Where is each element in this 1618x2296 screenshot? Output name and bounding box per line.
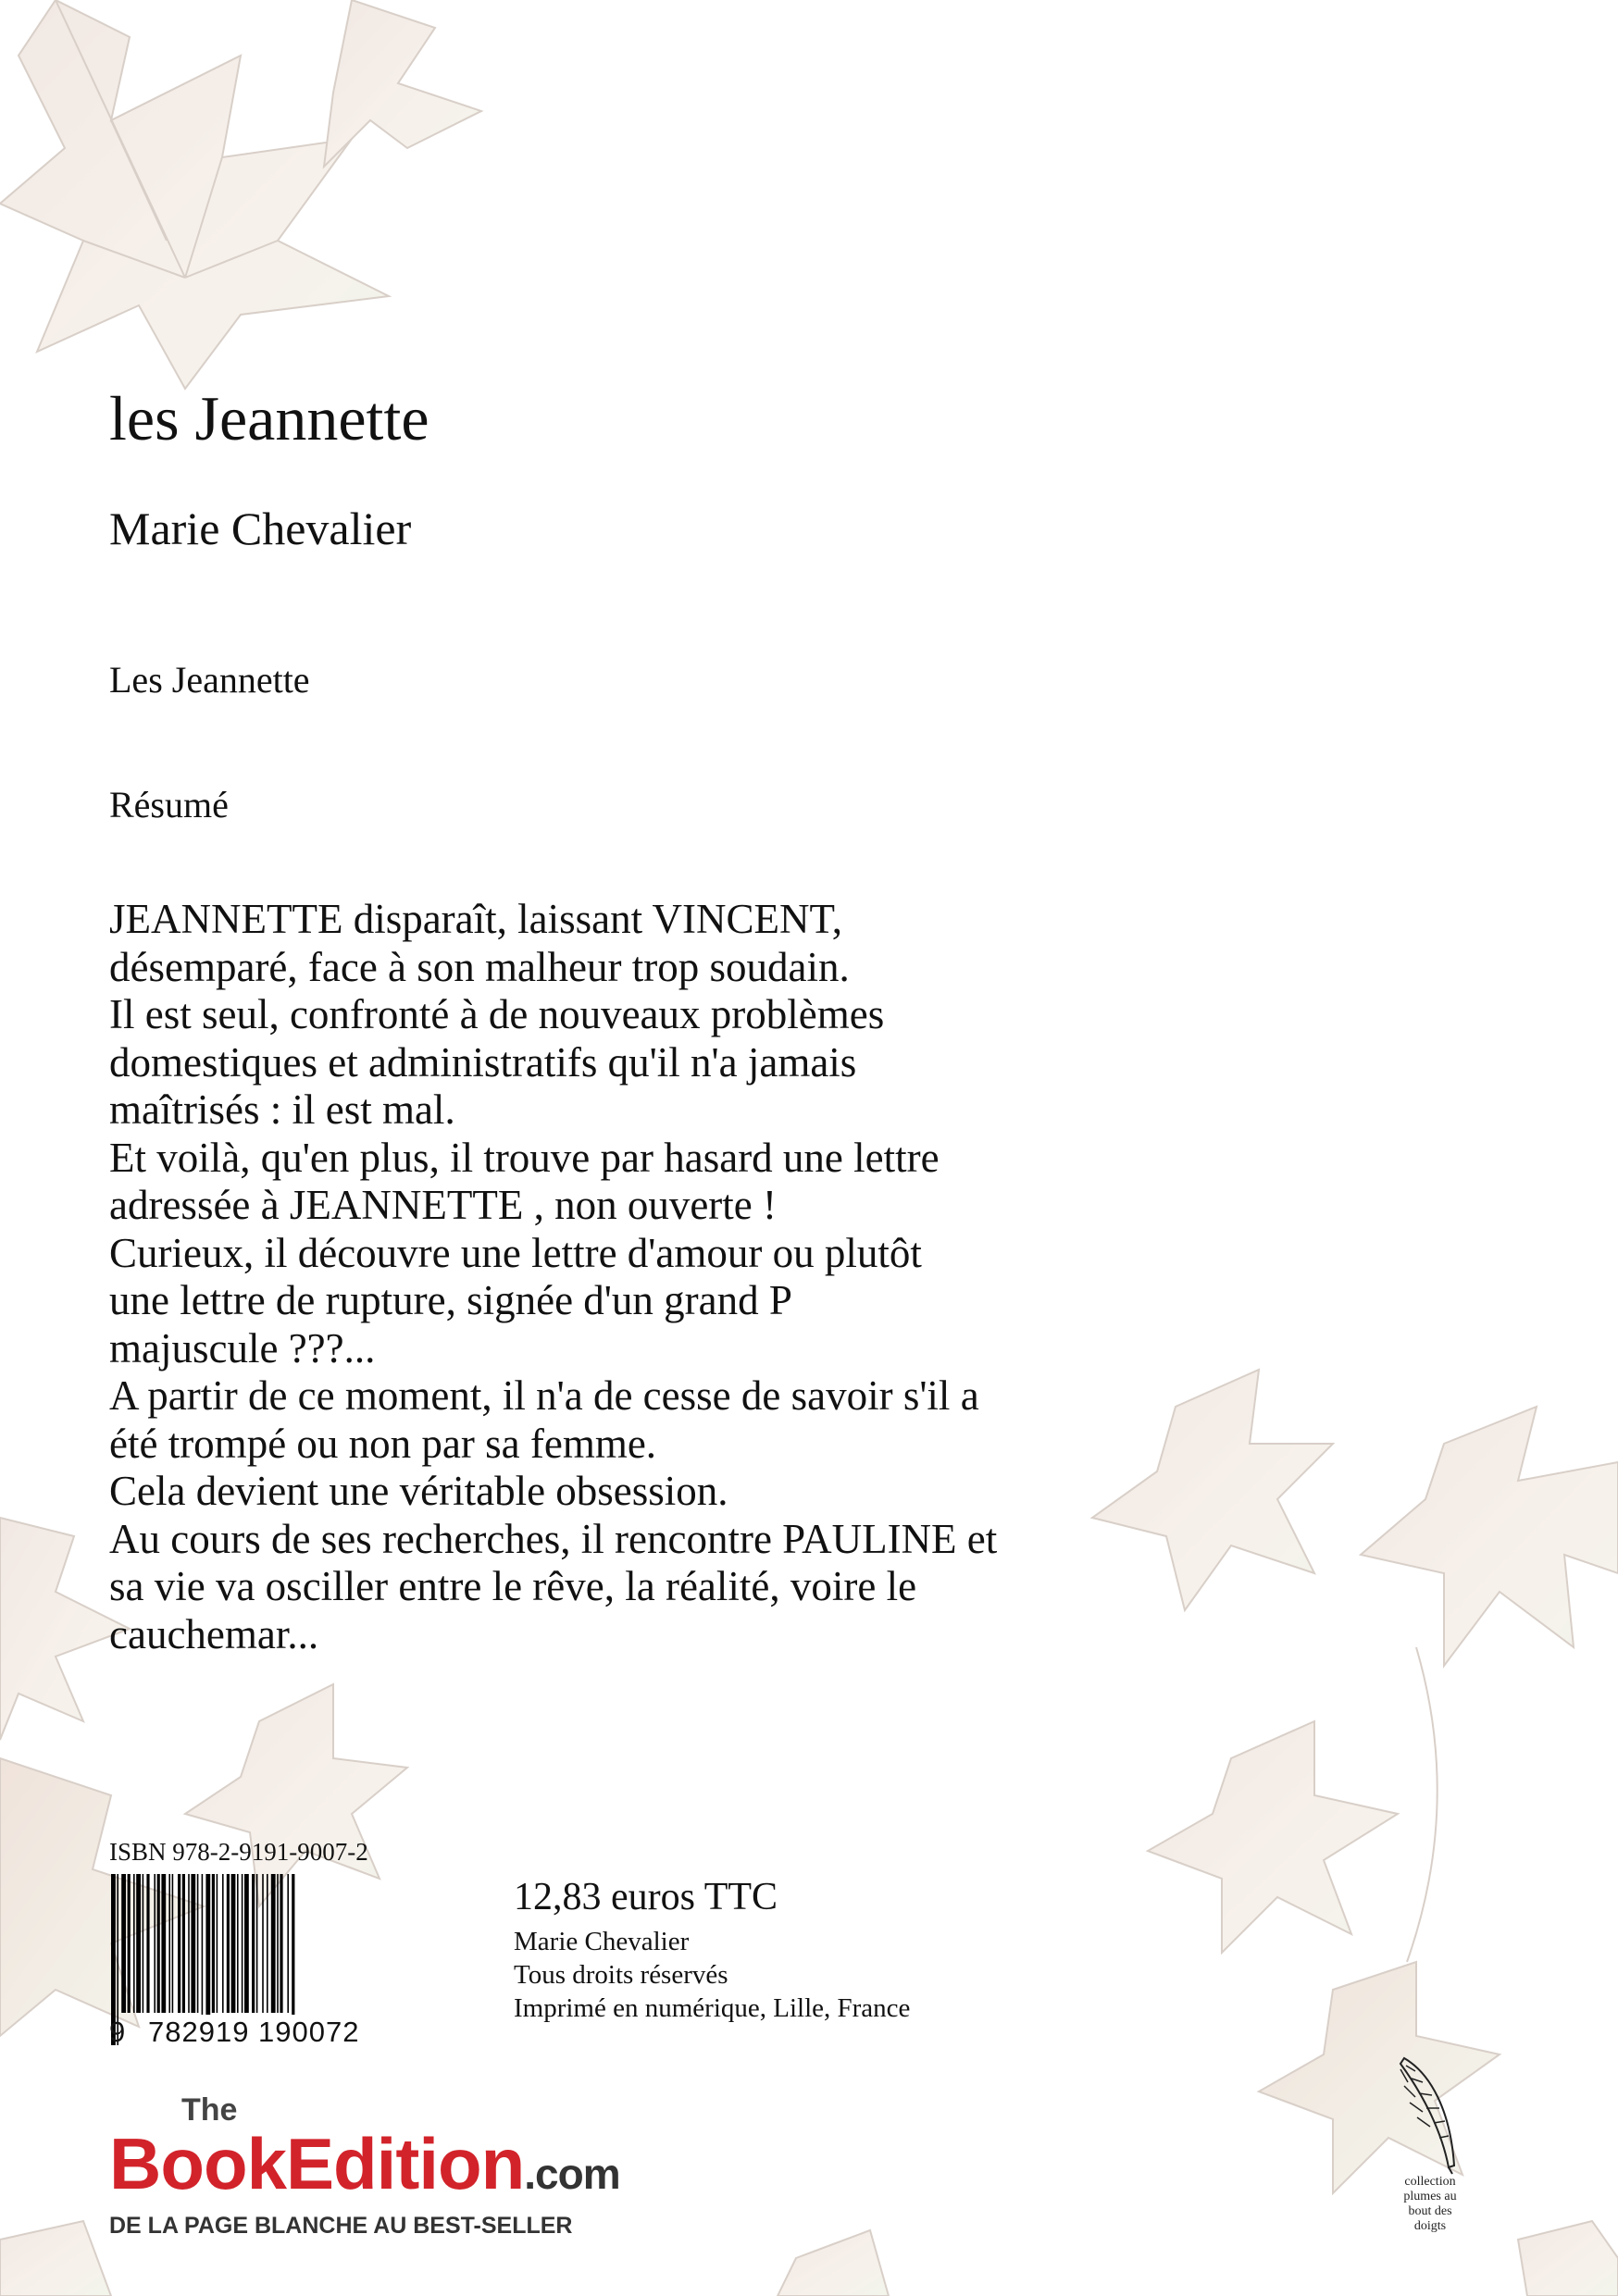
- leaf-bottom-left-mid: [185, 1684, 407, 1906]
- summary-line: JEANNETTE disparaît, laissant VINCENT,: [109, 896, 842, 942]
- barcode-bar: [143, 1874, 144, 2013]
- barcode-bar: [161, 1874, 166, 2013]
- barcode-bar: [277, 1874, 279, 2013]
- barcode-bar: [128, 1874, 131, 2013]
- summary-line: A partir de ce moment, il n'a de cesse de savoir s'il a: [109, 1372, 979, 1419]
- barcode-bar: [154, 1874, 156, 2013]
- barcode-bar: [136, 1874, 141, 2013]
- publisher-name: [109, 2122, 620, 2215]
- summary-line: été trompé ou non par sa femme.: [109, 1420, 657, 1467]
- credits-rights: Tous droits réservés: [514, 1960, 728, 1990]
- barcode-bar: [146, 1874, 149, 2013]
- summary-line: cauchemar...: [109, 1610, 319, 1657]
- barcode-bar: [244, 1874, 249, 2013]
- summary-line: désemparé, face à son malheur trop soudain.: [109, 943, 850, 990]
- barcode-bar: [197, 1874, 199, 2013]
- isbn-label: ISBN 978-2-9191-9007-2: [109, 1838, 368, 1866]
- feather-quill-icon: [1393, 2054, 1467, 2175]
- barcode-bar: [267, 1874, 268, 2013]
- publisher-com: .com: [524, 2150, 620, 2198]
- barcode-bar: [121, 1874, 126, 2013]
- barcode-bar: [217, 1874, 218, 2013]
- summary-line: domestiques et administratifs qu'il n'a jamais: [109, 1038, 857, 1086]
- barcode-bar: [242, 1874, 243, 2013]
- barcode-bar: [157, 1874, 160, 2013]
- barcode-bar: [191, 1874, 195, 2013]
- barcode-bar: [256, 1874, 258, 2013]
- leaf-top-center: [324, 0, 481, 167]
- barcode-number: 782919 190072: [148, 2016, 360, 2048]
- leaf-bottom-edge-right: [1518, 2221, 1618, 2296]
- publisher-logo: [109, 2092, 665, 2244]
- barcode-bar: [227, 1874, 230, 2013]
- barcode-bar: [231, 1874, 236, 2013]
- summary-line: une lettre de rupture, signée d'un grand P: [109, 1277, 792, 1323]
- barcode-bar: [168, 1874, 170, 2013]
- book-name-heading: Les Jeannette: [109, 659, 310, 701]
- summary-line: Et voilà, qu'en plus, il trouve par hasard une lettre: [109, 1134, 940, 1181]
- barcode-bar: [178, 1874, 180, 2013]
- collection-label-line: bout des: [1408, 2204, 1452, 2218]
- credits: [514, 1925, 910, 2025]
- collection-label-line: plumes au: [1403, 2190, 1457, 2203]
- author-name: Marie Chevalier: [109, 503, 412, 554]
- collection-label-line: doigts: [1413, 2219, 1447, 2233]
- summary-text: [109, 896, 1257, 1658]
- summary-line: Curieux, il découvre une lettre d'amour ou plutôt: [109, 1229, 922, 1276]
- price: 12,83 euros TTC: [514, 1876, 778, 1918]
- barcode-bar: [172, 1874, 174, 2013]
- leaf-top-left: [0, 0, 389, 389]
- collection-label: [1379, 2175, 1481, 2234]
- barcode-bar: [212, 1874, 215, 2013]
- publisher-book: Book: [109, 2123, 286, 2204]
- barcode-lead-digit: 9: [109, 2016, 127, 2048]
- summary-line: adressée à JEANNETTE , non ouverte !: [109, 1182, 777, 1228]
- summary-line: Cela devient une véritable obsession.: [109, 1468, 728, 1514]
- summary-line: Au cours de ses recherches, il rencontre PAULINE et: [109, 1515, 998, 1562]
- barcode-bar: [182, 1874, 185, 2013]
- summary-line: maîtrisés : il est mal.: [109, 1086, 455, 1133]
- leaf-bottom-edge-center: [778, 2230, 889, 2296]
- collection-logo: [1379, 2054, 1481, 2234]
- credits-printed: Imprimé en numérique, Lille, France: [514, 1993, 911, 2023]
- summary-line: majuscule ???...: [109, 1324, 376, 1371]
- summary-line: Il est seul, confronté à de nouveaux problèmes: [109, 991, 885, 1037]
- resume-heading: Résumé: [109, 784, 229, 825]
- barcode-bar: [280, 1874, 282, 2013]
- barcode-bar: [252, 1874, 255, 2013]
- barcode-bar: [237, 1874, 239, 2013]
- barcode-bar: [188, 1874, 190, 2013]
- barcode-bar: [133, 1874, 135, 2013]
- book-title: les Jeannette: [109, 383, 429, 453]
- leaf-lower-right: [1148, 1721, 1398, 1953]
- summary-line: sa vie va osciller entre le rêve, la réalité, voire le: [109, 1563, 917, 1609]
- barcode-bar: [262, 1874, 264, 2013]
- barcode: [109, 1874, 454, 2050]
- barcode-bar: [287, 1874, 289, 2013]
- leaf-right-middle: [1361, 1407, 1618, 1666]
- leaf-bottom-edge-left: [0, 2221, 111, 2296]
- publisher-edition: Edition: [286, 2123, 525, 2204]
- barcode-bar: [222, 1874, 224, 2013]
- credits-author: Marie Chevalier: [514, 1927, 690, 1956]
- publisher-tagline: DE LA PAGE BLANCHE AU BEST-SELLER: [109, 2213, 573, 2239]
- barcode-bar: [271, 1874, 276, 2013]
- publisher-the: The: [181, 2092, 238, 2128]
- collection-label-line: collection: [1404, 2175, 1456, 2189]
